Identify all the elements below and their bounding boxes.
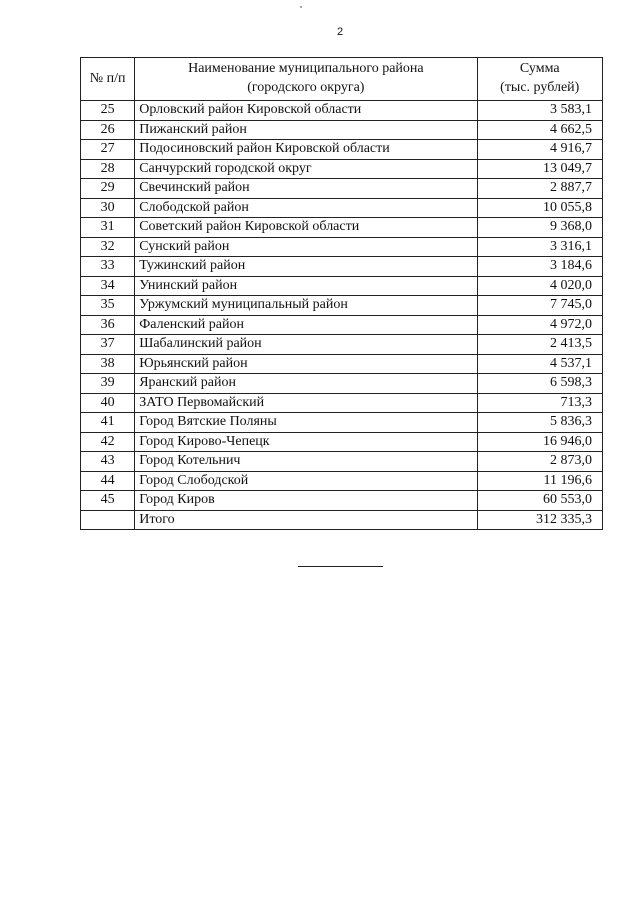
row-name: Город Котельнич bbox=[135, 452, 477, 472]
table-row bbox=[81, 354, 603, 374]
row-name: Сунский район bbox=[135, 237, 477, 257]
table-header-row bbox=[81, 58, 603, 101]
row-number: 27 bbox=[81, 140, 135, 160]
total-sum: 312 335,3 bbox=[477, 510, 603, 530]
row-sum: 60 553,0 bbox=[477, 491, 603, 511]
header-sum-line1: Сумма bbox=[519, 61, 560, 77]
table-row bbox=[81, 393, 603, 413]
end-separator-line bbox=[298, 566, 383, 567]
row-number: 43 bbox=[81, 452, 135, 472]
row-number: 42 bbox=[81, 432, 135, 452]
table-row bbox=[81, 257, 603, 277]
row-sum: 3 184,6 bbox=[477, 257, 603, 277]
table-row bbox=[81, 452, 603, 472]
row-number: 35 bbox=[81, 296, 135, 316]
row-name: Фаленский район bbox=[135, 315, 477, 335]
row-number: 36 bbox=[81, 315, 135, 335]
row-sum: 4 020,0 bbox=[477, 276, 603, 296]
table-row bbox=[81, 296, 603, 316]
row-name: Орловский район Кировской области bbox=[135, 101, 477, 121]
row-number: 31 bbox=[81, 218, 135, 238]
allocation-table bbox=[80, 57, 603, 530]
header-name-line1: Наименование муниципального района bbox=[188, 61, 424, 77]
row-sum: 4 537,1 bbox=[477, 354, 603, 374]
row-name: Город Слободской bbox=[135, 471, 477, 491]
row-name: Яранский район bbox=[135, 374, 477, 394]
row-sum: 10 055,8 bbox=[477, 198, 603, 218]
row-sum: 2 887,7 bbox=[477, 179, 603, 199]
row-number: 26 bbox=[81, 120, 135, 140]
row-number: 38 bbox=[81, 354, 135, 374]
row-sum: 2 873,0 bbox=[477, 452, 603, 472]
row-name: Юрьянский район bbox=[135, 354, 477, 374]
total-row bbox=[81, 510, 603, 530]
table-body bbox=[81, 101, 603, 530]
row-name: Советский район Кировской области bbox=[135, 218, 477, 238]
table-row bbox=[81, 471, 603, 491]
page-number: 2 bbox=[336, 26, 344, 38]
row-name: Уржумский муниципальный район bbox=[135, 296, 477, 316]
row-name: Тужинский район bbox=[135, 257, 477, 277]
row-number: 41 bbox=[81, 413, 135, 433]
row-sum: 4 916,7 bbox=[477, 140, 603, 160]
row-name: Шабалинский район bbox=[135, 335, 477, 355]
row-name: Город Кирово-Чепецк bbox=[135, 432, 477, 452]
row-number: 32 bbox=[81, 237, 135, 257]
table-row bbox=[81, 140, 603, 160]
row-name: Унинский район bbox=[135, 276, 477, 296]
row-name: Слободской район bbox=[135, 198, 477, 218]
row-sum: 3 316,1 bbox=[477, 237, 603, 257]
row-sum: 16 946,0 bbox=[477, 432, 603, 452]
row-number: 40 bbox=[81, 393, 135, 413]
row-name: Санчурский городской округ bbox=[135, 159, 477, 179]
row-sum: 13 049,7 bbox=[477, 159, 603, 179]
row-sum: 713,3 bbox=[477, 393, 603, 413]
row-number: 45 bbox=[81, 491, 135, 511]
row-number: 33 bbox=[81, 257, 135, 277]
table-row bbox=[81, 218, 603, 238]
table-row bbox=[81, 276, 603, 296]
table-row bbox=[81, 198, 603, 218]
row-sum: 7 745,0 bbox=[477, 296, 603, 316]
table-row bbox=[81, 432, 603, 452]
row-sum: 5 836,3 bbox=[477, 413, 603, 433]
row-sum: 4 662,5 bbox=[477, 120, 603, 140]
total-name: Итого bbox=[135, 510, 477, 530]
row-number: 29 bbox=[81, 179, 135, 199]
header-sum bbox=[477, 58, 603, 101]
header-name bbox=[135, 58, 477, 101]
table-row bbox=[81, 413, 603, 433]
row-name: ЗАТО Первомайский bbox=[135, 393, 477, 413]
header-name-line2: (городского округа) bbox=[247, 80, 365, 95]
row-number: 34 bbox=[81, 276, 135, 296]
header-number: № п/п bbox=[81, 58, 135, 101]
table-row bbox=[81, 491, 603, 511]
row-name: Подосиновский район Кировской области bbox=[135, 140, 477, 160]
row-sum: 11 196,6 bbox=[477, 471, 603, 491]
table-row bbox=[81, 120, 603, 140]
row-name: Пижанский район bbox=[135, 120, 477, 140]
header-sum-line2: (тыс. рублей) bbox=[500, 80, 580, 95]
row-name: Город Киров bbox=[135, 491, 477, 511]
row-name: Свечинский район bbox=[135, 179, 477, 199]
row-sum: 6 598,3 bbox=[477, 374, 603, 394]
row-sum: 3 583,1 bbox=[477, 101, 603, 121]
row-sum: 2 413,5 bbox=[477, 335, 603, 355]
table-row bbox=[81, 237, 603, 257]
row-number: 37 bbox=[81, 335, 135, 355]
scan-dot-mark bbox=[300, 6, 302, 8]
table-row bbox=[81, 101, 603, 121]
table-row bbox=[81, 335, 603, 355]
table-row bbox=[81, 179, 603, 199]
row-number: 30 bbox=[81, 198, 135, 218]
row-sum: 4 972,0 bbox=[477, 315, 603, 335]
row-number: 28 bbox=[81, 159, 135, 179]
table-row bbox=[81, 374, 603, 394]
row-sum: 9 368,0 bbox=[477, 218, 603, 238]
total-num bbox=[81, 510, 135, 530]
table-row bbox=[81, 315, 603, 335]
row-name: Город Вятские Поляны bbox=[135, 413, 477, 433]
row-number: 39 bbox=[81, 374, 135, 394]
row-number: 44 bbox=[81, 471, 135, 491]
table-row bbox=[81, 159, 603, 179]
row-number: 25 bbox=[81, 101, 135, 121]
